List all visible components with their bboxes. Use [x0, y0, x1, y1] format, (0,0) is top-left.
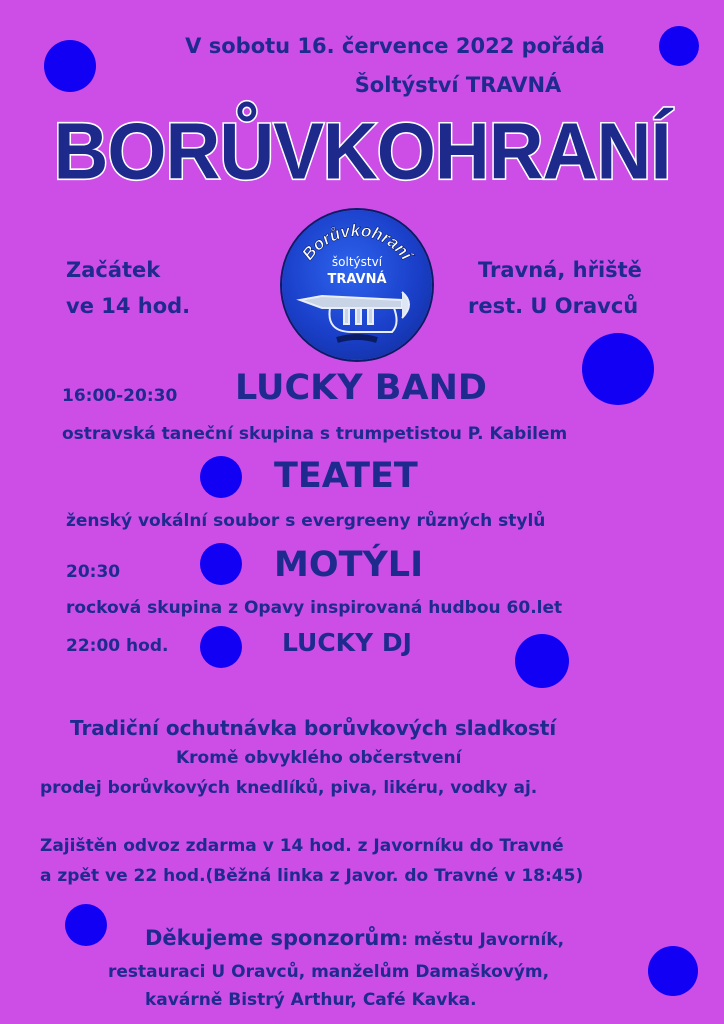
- tasting-line1: Kromě obvyklého občerstvení: [176, 748, 462, 768]
- sponsors-line1: [145, 926, 564, 950]
- venue-restaurant: rest. U Oravců: [468, 294, 639, 318]
- logo-arc-text: Borůvkohraní: [298, 220, 416, 264]
- transport-line1: Zajištěn odvoz zdarma v 14 hod. z Javorníku do Travné: [40, 836, 564, 856]
- logo-line2: TRAVNÁ: [327, 272, 387, 287]
- decor-dot: [200, 456, 242, 498]
- header-date-line: V sobotu 16. července 2022 pořádá: [185, 34, 605, 58]
- program-band-name: TEATET: [274, 456, 418, 496]
- venue-place: Travná, hřiště: [478, 258, 642, 282]
- header-organizer: Šoltýství TRAVNÁ: [354, 73, 562, 97]
- start-time: ve 14 hod.: [66, 294, 191, 318]
- program-band-desc: rocková skupina z Opavy inspirovaná hudbou 60.let: [66, 598, 563, 618]
- tasting-line2: prodej borůvkových knedlíků, piva, likéru, vodky aj.: [40, 778, 538, 798]
- sponsors-label: Děkujeme sponzorům: [145, 926, 402, 950]
- program-band-name: LUCKY DJ: [282, 628, 412, 657]
- program-time: 22:00 hod.: [66, 636, 169, 656]
- tasting-title: Tradiční ochutnávka borůvkových sladkostí: [70, 716, 557, 740]
- program-band-desc: ženský vokální soubor s evergreeny různých stylů: [66, 511, 546, 531]
- decor-dot: [515, 634, 569, 688]
- program-band-name: MOTÝLI: [274, 545, 424, 585]
- logo-line1: šoltýství: [331, 255, 383, 269]
- decor-dot: [65, 904, 107, 946]
- program-time: 20:30: [66, 562, 121, 582]
- festival-logo: [282, 210, 432, 360]
- program-band-name: LUCKY BAND: [235, 368, 487, 408]
- page-title: BORŮVKOHRANÍ: [53, 106, 671, 197]
- decor-dot: [582, 333, 654, 405]
- transport-line2: a zpět ve 22 hod.(Běžná linka z Javor. do Travné v 18:45): [40, 866, 584, 886]
- start-label: Začátek: [66, 258, 161, 282]
- decor-dot: [648, 946, 698, 996]
- program-time: 16:00-20:30: [62, 386, 178, 406]
- decor-dot: [200, 626, 242, 668]
- sponsors-line3: kavárně Bistrý Arthur, Café Kavka.: [145, 990, 477, 1010]
- program-band-desc: ostravská taneční skupina s trumpetistou P. Kabilem: [62, 424, 568, 444]
- trumpet-icon: [300, 292, 409, 340]
- decor-dot: [200, 543, 242, 585]
- sponsors-line1-rest: : městu Javorník,: [401, 930, 565, 950]
- sponsors-line2: restauraci U Oravců, manželům Damaškovým,: [108, 962, 550, 982]
